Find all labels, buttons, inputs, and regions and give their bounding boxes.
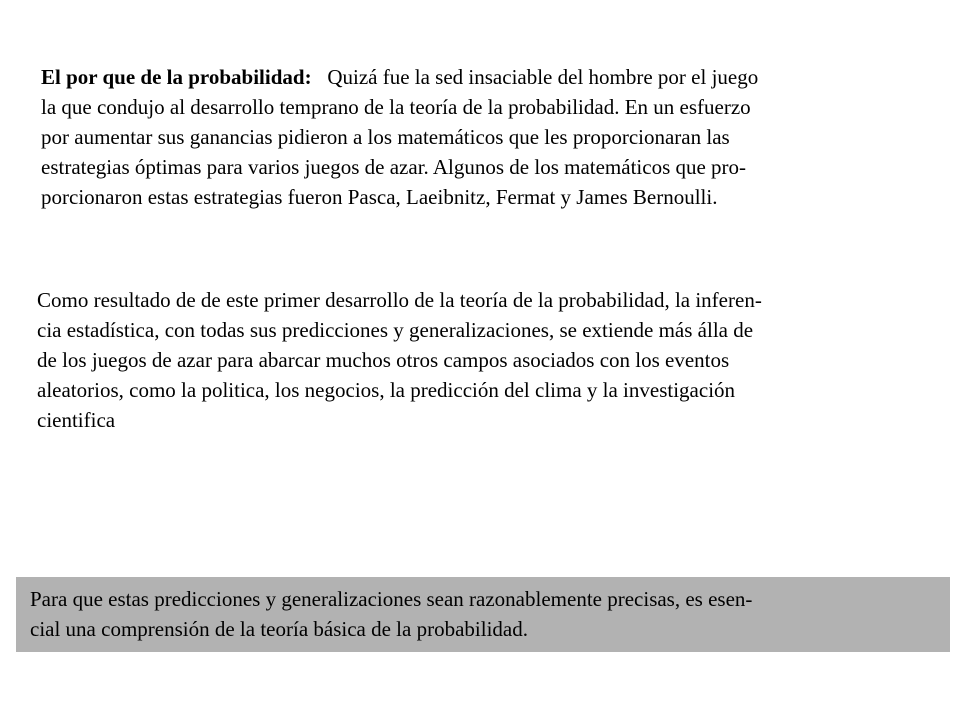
results-line: Como resultado de de este primer desarrollo de la teoría de la probabilidad, la inferen- [37,288,762,312]
results-paragraph [37,285,762,435]
intro-line-2: la que condujo al desarrollo temprano de la teoría de la probabilidad. En un esfuerzo [41,95,751,119]
intro-line-1 [41,62,758,92]
intro-line-5: porcionaron estas estrategias fueron Pasca, Laeibnitz, Fermat y James Bernoulli. [41,185,718,209]
results-line: aleatorios, como la politica, los negocios, la predicción del clima y la investigación [37,378,736,402]
results-line: cia estadística, con todas sus predicciones y generalizaciones, se extiende más álla de [37,318,754,342]
intro-line-4: estrategias óptimas para varios juegos de azar. Algunos de los matemáticos que pro- [41,155,747,179]
results-line: de los juegos de azar para abarcar muchos otros campos asociados con los eventos [37,348,730,372]
intro-paragraph [41,62,758,212]
conclusion-paragraph [30,584,752,644]
intro-line-3: por aumentar sus ganancias pidieron a los matemáticos que les proporcionaran las [41,125,730,149]
conclusion-highlight-box [16,577,950,652]
intro-line-1-text: Quizá fue la sed insaciable del hombre por el juego [327,65,759,89]
results-line: cientifica [37,408,116,432]
conclusion-line: cial una comprensión de la teoría básica de la probabilidad. [30,617,528,641]
conclusion-line: Para que estas predicciones y generalizaciones sean razonablemente precisas, es esen- [30,587,753,611]
intro-heading: El por que de la probabilidad: [41,65,312,89]
